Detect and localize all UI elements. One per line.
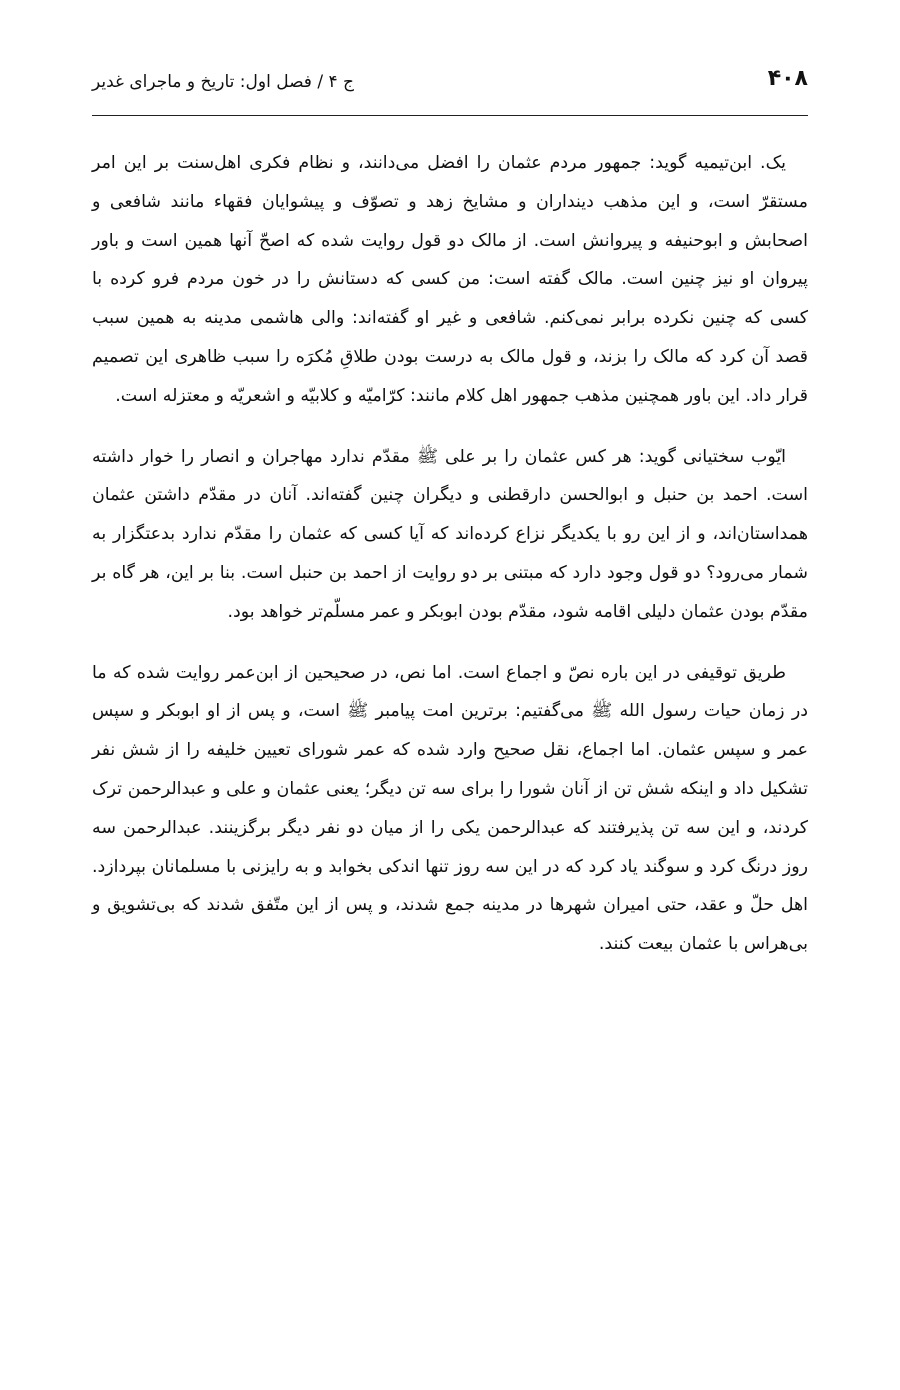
- running-head: ج ۴ / فصل اول: تاریخ و ماجرای غدیر: [92, 72, 355, 92]
- page-number: ۴۰۸: [767, 66, 808, 91]
- paragraph-ibn-taymiyyah: یک. ابن‌تیمیه گوید: جمهور مردم عثمان را افضل می‌دانند، و نظام فکری اهل‌سنت بر این امر مستقرّ است، و این مذهب دینداران و مشایخ زهد و تصوّف و پیشوایان فقهاء مانند شافعی و اصحابش و ابوحنیفه و پیروانش است. از مالک دو قول روایت شده که اصحّ آنها همین است و باور پیروان او نیز چنین است. مالک گفته است: من کسی که دستانش را در خون مردم فرو کرده با کسی که چنین نکرده برابر نمی‌کنم. شافعی و غیر او گفته‌اند: والی هاشمی مدینه به همین سبب قصد آن کرد که مالک را بزند، و قول مالک به درست بودن طلاقِ مُکرَه را سبب ظاهری این تصمیم قرار داد. این باور همچنین مذهب جمهور اهل کلام مانند: کرّامیّه و کلابیّه و اشعریّه و معتزله است.: [92, 153, 808, 406]
- page-header: [92, 62, 808, 116]
- paragraph-ayyub-sakhtiyani: ایّوب سختیانی گوید: هر کس عثمان را بر علی ﷺ مقدّم ندارد مهاجران و انصار را خوار داشته است. احمد بن حنبل و ابوالحسن دارقطنی و دیگران چنین گفته‌اند. آنان در مقدّم داشتن عثمان همداستان‌اند، و از این رو با یکدیگر نزاع کرده‌اند که آیا کسی که عثمان را مقدّم ندارد بدعتگزار به شمار می‌رود؟ دو قول وجود دارد که مبتنی بر دو روایت از احمد بن حنبل است. بنا بر این، هر گاه بر مقدّم بودن عثمان دلیلی اقامه شود، مقدّم بودن ابوبکر و عمر مسلّم‌تر خواهد بود.: [92, 446, 808, 622]
- page-body: [92, 144, 808, 986]
- paragraph-nass-ijma: طریق توقیفی در این باره نصّ و اجماع است. اما نص، در صحیحین از ابن‌عمر روایت شده که ما در زمان حیات رسول الله ﷺ می‌گفتیم: برترین امت پیامبر ﷺ است، و پس از او ابوبکر و سپس عمر و سپس عثمان. اما اجماع، نقل صحیح وارد شده که عمر شورای تعیین خلیفه را از شش نفر تشکیل داد و اینکه شش تن از آنان شورا را برای سه تن دیگر؛ یعنی عثمان و علی و عبدالرحمن ترک کردند، و این سه تن پذیرفتند که عبدالرحمن یکی را از میان دو نفر دیگر برگزینند. عبدالرحمن سه روز درنگ کرد و سوگند یاد کرد که در این سه روز تنها اندکی بخوابد و به رایزنی با مسلمانان بپردازد. اهل حلّ و عقد، حتی امیران شهرها در مدینه جمع شدند، و پس از این متّفق شدند که بی‌تشویق و بی‌هراس با عثمان بیعت کنند.: [92, 662, 808, 955]
